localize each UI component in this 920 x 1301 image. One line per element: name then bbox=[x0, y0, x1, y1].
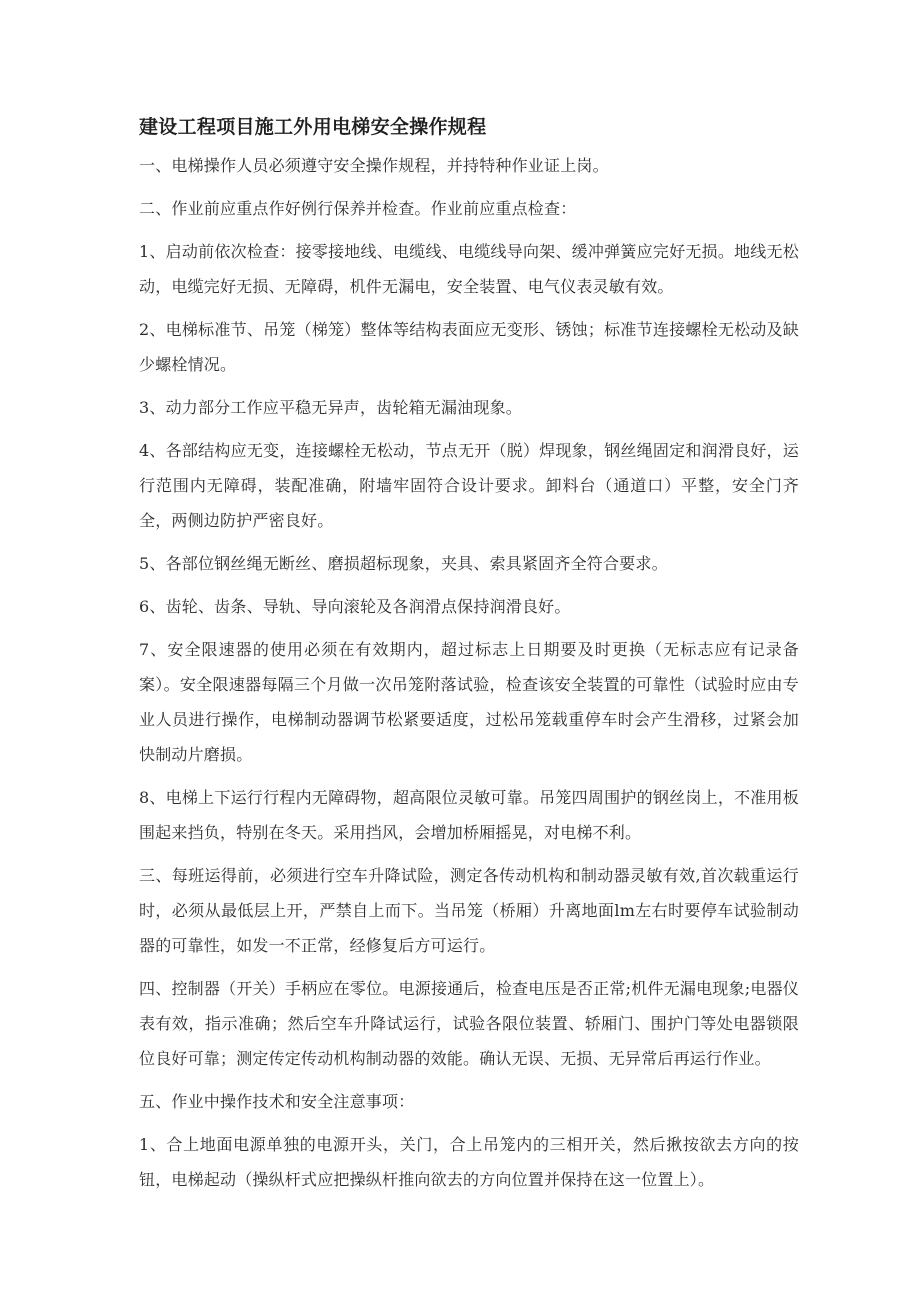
paragraph-8: 6、齿轮、齿条、导轨、导向滚轮及各润滑点保持润滑良好。 bbox=[139, 597, 571, 616]
paragraph-2: 二、作业前应重点作好例行保养并检查。作业前应重点检查： bbox=[139, 199, 577, 218]
document-title: 建设工程项目施工外用电梯安全操作规程 bbox=[139, 116, 487, 138]
paragraph-1: 一、电梯操作人员必须遵守安全操作规程，并持特种作业证上岗。 bbox=[139, 156, 609, 175]
paragraph-7: 5、各部位钢丝绳无断丝、磨损超标现象，夹具、索具紧固齐全符合要求。 bbox=[139, 554, 668, 573]
paragraph-14: 1、合上地面电源单独的电源开头，关门，合上吊笼内的三相开关，然后揪按欲去方向的按钮，电梯起动（操纵杆式应把操纵杆推向欲去的方向位置并保持在这一位置上）。 bbox=[139, 1135, 799, 1189]
paragraph-6: 4、各部结构应无变，连接螺栓无松动，节点无开（脱）焊现象，钢丝绳固定和润滑良好，运行范围内无障碍，装配准确，附墙牢固符合设计要求。卸料台（通道口）平整，安全门齐全，两侧边防护严密良好。 bbox=[139, 441, 799, 530]
paragraph-10: 8、电梯上下运行行程内无障碍物，超高限位灵敏可靠。吊笼四周围护的钢丝岗上，不准用板围起来挡负，特别在冬天。采用挡风，会增加桥厢摇晃，对电梯不利。 bbox=[139, 788, 799, 842]
paragraph-11: 三、每班运得前，必须进行空车升降试险，测定各传动机构和制动器灵敏有效,首次载重运行时，必须从最低层上开，严禁自上而下。当吊笼（桥厢）升离地面lm左右时要停车试验制动器的可靠性，如发一不正常，经修复后方可运行。 bbox=[139, 866, 799, 955]
paragraph-9: 7、安全限速器的使用必须在有效期内，超过标志上日期要及时更换（无标志应有记录备案）。安全限速器每隔三个月做一次吊笼附落试验，检查该安全装置的可靠性（试验时应由专业人员进行操作，电梯制动器调节松紧要适度，过松吊笼载重停车时会产生滑移，过紧会加快制动片磨损。 bbox=[139, 640, 799, 764]
paragraph-4: 2、电梯标准节、吊笼（梯笼）整体等结构表面应无变形、锈蚀；标准节连接螺栓无松动及缺少螺栓情况。 bbox=[139, 320, 799, 374]
paragraph-5: 3、动力部分工作应平稳无异声，齿轮箱无漏油现象。 bbox=[139, 398, 522, 417]
document-body bbox=[139, 148, 799, 1205]
paragraph-12: 四、控制器（开关）手柄应在零位。电源接通后，检查电压是否正常;机件无漏电现象;电器仪表有效，指示准确；然后空车升降试运行，试验各限位装置、轿厢门、围护门等处电器锁限位良好可靠；测定传定传动机构制动器的效能。确认无误、无损、无异常后再运行作业。 bbox=[139, 979, 799, 1068]
paragraph-13: 五、作业中操作技术和安全注意事项： bbox=[139, 1092, 415, 1111]
paragraph-3: 1、启动前依次检查：接零接地线、电缆线、电缆线导向架、缓冲弹簧应完好无损。地线无松动，电缆完好无损、无障碍，机件无漏电，安全装置、电气仪表灵敏有效。 bbox=[139, 242, 799, 296]
